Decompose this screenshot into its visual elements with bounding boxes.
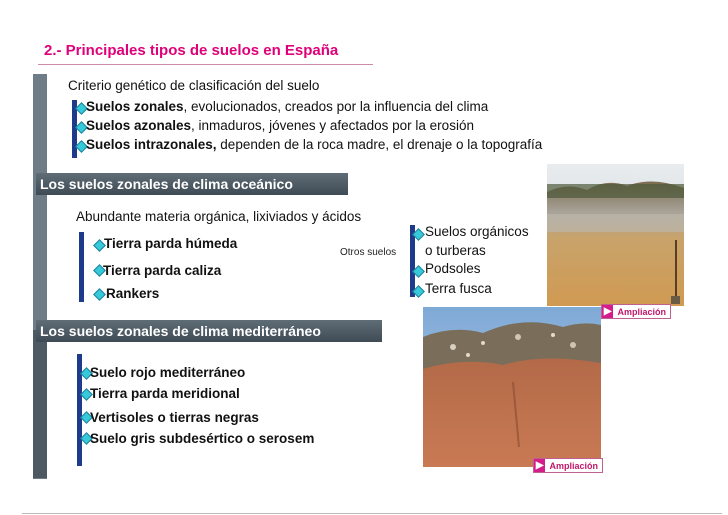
mediterranean-section-header: Los suelos zonales de clima mediterráneo	[36, 320, 382, 342]
left-decor-bar-lower	[33, 330, 47, 478]
mediterranean-soil-photo	[423, 307, 601, 467]
oceanic-item: Tierra parda húmeda	[104, 236, 238, 251]
otros-item: Podsoles	[425, 261, 481, 276]
oceanic-section-header: Los suelos zonales de clima oceánico	[36, 173, 348, 195]
mediterranean-item: Suelo rojo mediterráneo	[90, 365, 246, 380]
otros-suelos-label: Otros suelos	[340, 247, 397, 258]
oceanic-item: Tierra parda caliza	[103, 263, 222, 278]
oceanic-intro: Abundante materia orgánica, lixiviados y ácidos	[76, 209, 362, 224]
soil-type-azonal: Suelos azonales, inmaduros, jóvenes y afectados por la erosión	[86, 118, 474, 133]
mediterranean-item: Suelo gris subdesértico o serosem	[90, 431, 315, 446]
otros-item: Terra fusca	[425, 281, 492, 296]
ampliacion-button-mediterranean[interactable]: ▶ Ampliación	[533, 458, 603, 473]
soil-type-zonal: Suelos zonales, evolucionados, creados por la influencia del clima	[86, 99, 489, 114]
criterio-text: Criterio genético de clasificación del suelo	[68, 78, 320, 93]
title-divider	[38, 64, 373, 65]
oceanic-soil-photo	[547, 164, 684, 306]
otros-item: o turberas	[425, 243, 486, 258]
soil-type-intrazonal: Suelos intrazonales, dependen de la roca madre, el drenaje o la topografía	[86, 137, 543, 152]
mediterranean-item: Vertisoles o tierras negras	[90, 410, 259, 425]
bullet-icon	[93, 288, 106, 301]
ampliacion-button-oceanic[interactable]: ▶ Ampliación	[601, 304, 671, 319]
mediterranean-item: Tierra parda meridional	[90, 386, 240, 401]
slide-title: 2.- Principales tipos de suelos en España	[44, 42, 339, 59]
play-icon: ▶	[535, 460, 544, 471]
oceanic-item: Rankers	[106, 286, 160, 301]
oceanic-connector-line	[79, 232, 84, 302]
bottom-divider	[22, 513, 722, 514]
otros-item: Suelos orgánicos	[425, 224, 529, 239]
play-icon: ▶	[603, 306, 612, 317]
